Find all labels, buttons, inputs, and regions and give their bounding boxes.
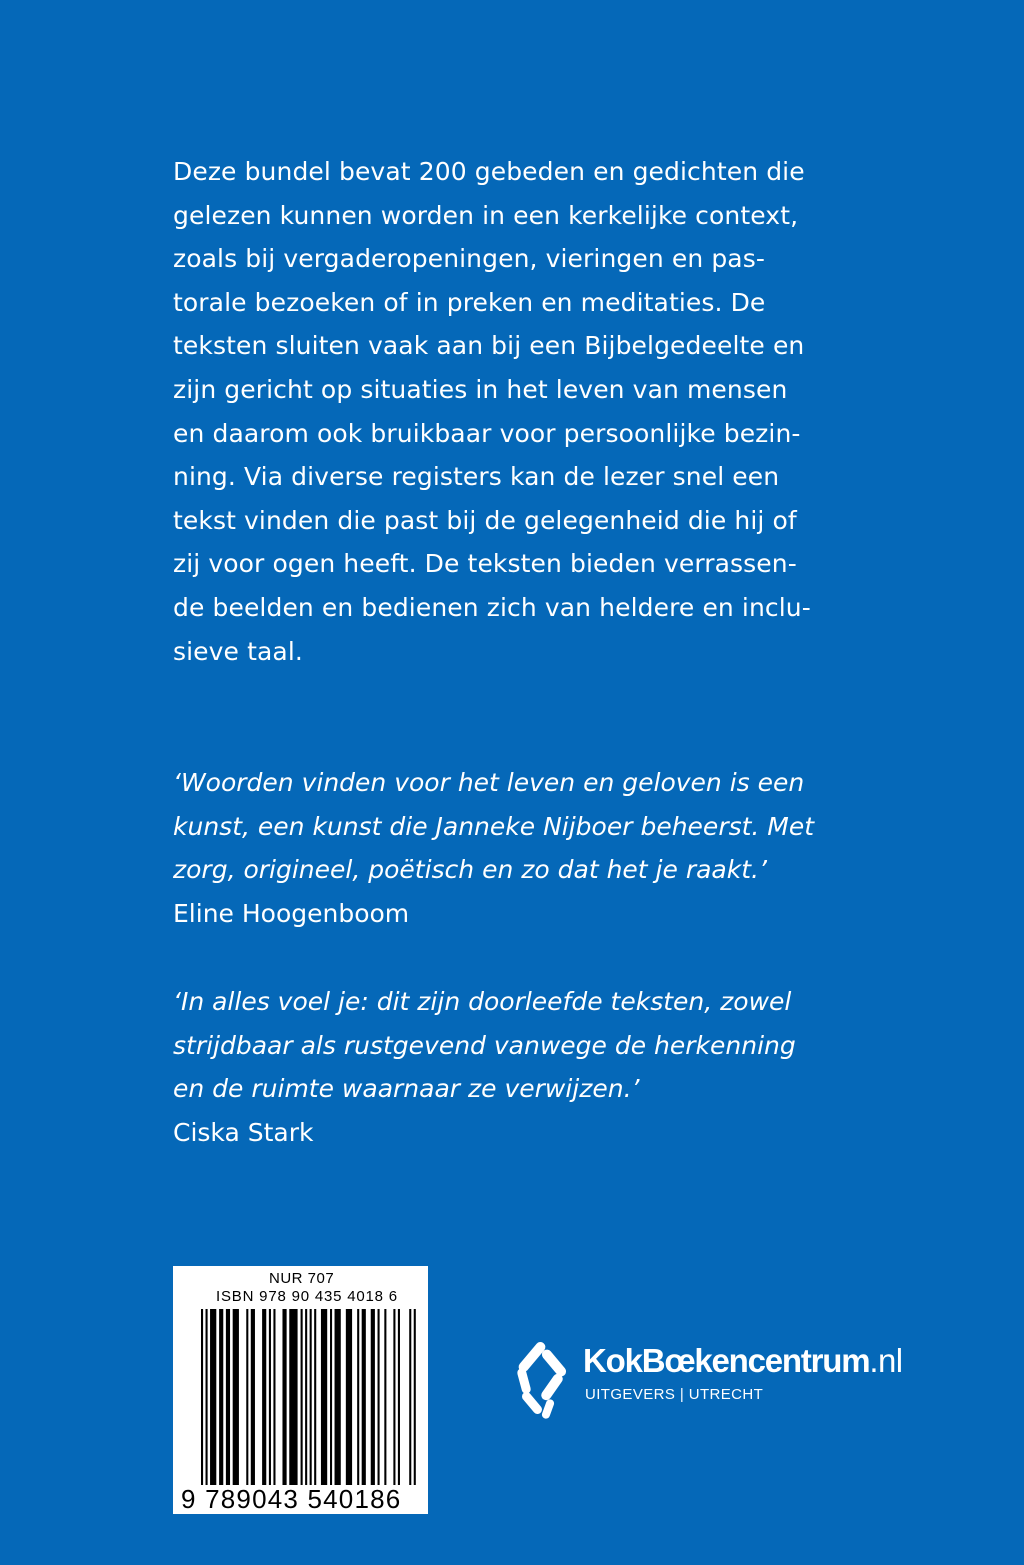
blurb-text (173, 150, 853, 673)
blurb-line: en daarom ook bruikbaar voor persoonlijke bezin- (173, 418, 801, 448)
barcode-bars-icon (201, 1309, 416, 1485)
blurb-line: de beelden en bedienen zich van heldere en inclu- (173, 592, 811, 622)
barcode-bar (273, 1309, 275, 1485)
publisher-name-text: KokBœkencentrum (583, 1342, 870, 1379)
barcode-bar (414, 1309, 416, 1485)
blurb-line: Deze bundel bevat 200 gebeden en gedichten die (173, 157, 805, 186)
blurb-line: teksten sluiten vaak aan bij een Bijbelgedeelte en (173, 331, 805, 361)
nur-code: NUR 707 (269, 1270, 335, 1287)
endorsement-quote (173, 761, 853, 935)
barcode-bar (251, 1309, 255, 1485)
quote-author: Eline Hoogenboom (173, 898, 410, 928)
isbn-text: ISBN 978 90 435 4018 6 (216, 1288, 398, 1305)
barcode-bar (362, 1309, 366, 1485)
barcode-bar (378, 1309, 380, 1485)
blurb-line: ning. Via diverse registers kan de lezer snel een (173, 462, 780, 492)
endorsement-quote (173, 980, 853, 1154)
barcode-bar (335, 1309, 341, 1485)
barcode-bar (393, 1309, 395, 1485)
blurb-line: zijn gericht op situaties in het leven van mensen (173, 374, 788, 404)
barcode-bar (301, 1309, 303, 1485)
barcode-bar (321, 1309, 327, 1485)
blurb-line: zoals bij vergaderopeningen, vieringen en pas- (173, 244, 765, 274)
barcode-bar (346, 1309, 352, 1485)
barcode-bar (219, 1309, 223, 1485)
barcode-bar (201, 1309, 203, 1485)
barcode-bar (233, 1309, 239, 1485)
barcode-bar (269, 1309, 271, 1485)
blurb-line: gelezen kunnen worden in een kerkelijke context, (173, 200, 799, 230)
quote-line: zorg, origineel, poëtisch en zo dat het je raakt.’ (173, 855, 767, 884)
barcode-bar (409, 1309, 411, 1485)
barcode-bar (330, 1309, 332, 1485)
quote-line: en de ruimte waarnaar ze verwijzen.’ (173, 1074, 640, 1103)
barcode-bar (289, 1309, 297, 1485)
quote-line: ‘In alles voel je: dit zijn doorleefde teksten, zowel (173, 987, 792, 1016)
quote-line: kunst, een kunst die Janneke Nijboer beheerst. Met (173, 811, 815, 841)
barcode-bar (305, 1309, 307, 1485)
barcode-bar (206, 1309, 208, 1485)
barcode-bar (246, 1309, 248, 1485)
publisher-tld: .nl (869, 1342, 903, 1379)
barcode-bar (384, 1309, 386, 1485)
blurb-line: tekst vinden die past bij de gelegenheid die hij of (173, 505, 797, 535)
quote-line: strijdbaar als rustgevend vanwege de herkenning (173, 1030, 796, 1060)
quote-author: Ciska Stark (173, 1117, 314, 1147)
publisher-subtitle: UITGEVERS | UTRECHT (585, 1386, 764, 1403)
barcode-bar (398, 1309, 400, 1485)
barcode-bar (210, 1309, 216, 1485)
blurb-line: zij voor ogen heeft. De teksten bieden verrassen- (173, 549, 797, 579)
publisher-name (583, 1342, 902, 1380)
barcode-bar (282, 1309, 286, 1485)
quote-line: ‘Woorden vinden voor het leven en geloven is een (173, 768, 805, 797)
barcode-label (173, 1266, 428, 1514)
barcode-bar (371, 1309, 375, 1485)
publisher-logo (510, 1332, 910, 1422)
blurb-line: torale bezoeken of in preken en meditaties. De (173, 287, 766, 317)
kokboekencentrum-logo-icon (510, 1337, 574, 1419)
barcode-number: 9 789043 540186 (181, 1484, 402, 1514)
barcode-bar (314, 1309, 316, 1485)
barcode-bar (226, 1309, 230, 1485)
barcode-bar (357, 1309, 359, 1485)
barcode-bar (310, 1309, 312, 1485)
barcode-bar (262, 1309, 266, 1485)
blurb-line: sieve taal. (173, 636, 303, 666)
